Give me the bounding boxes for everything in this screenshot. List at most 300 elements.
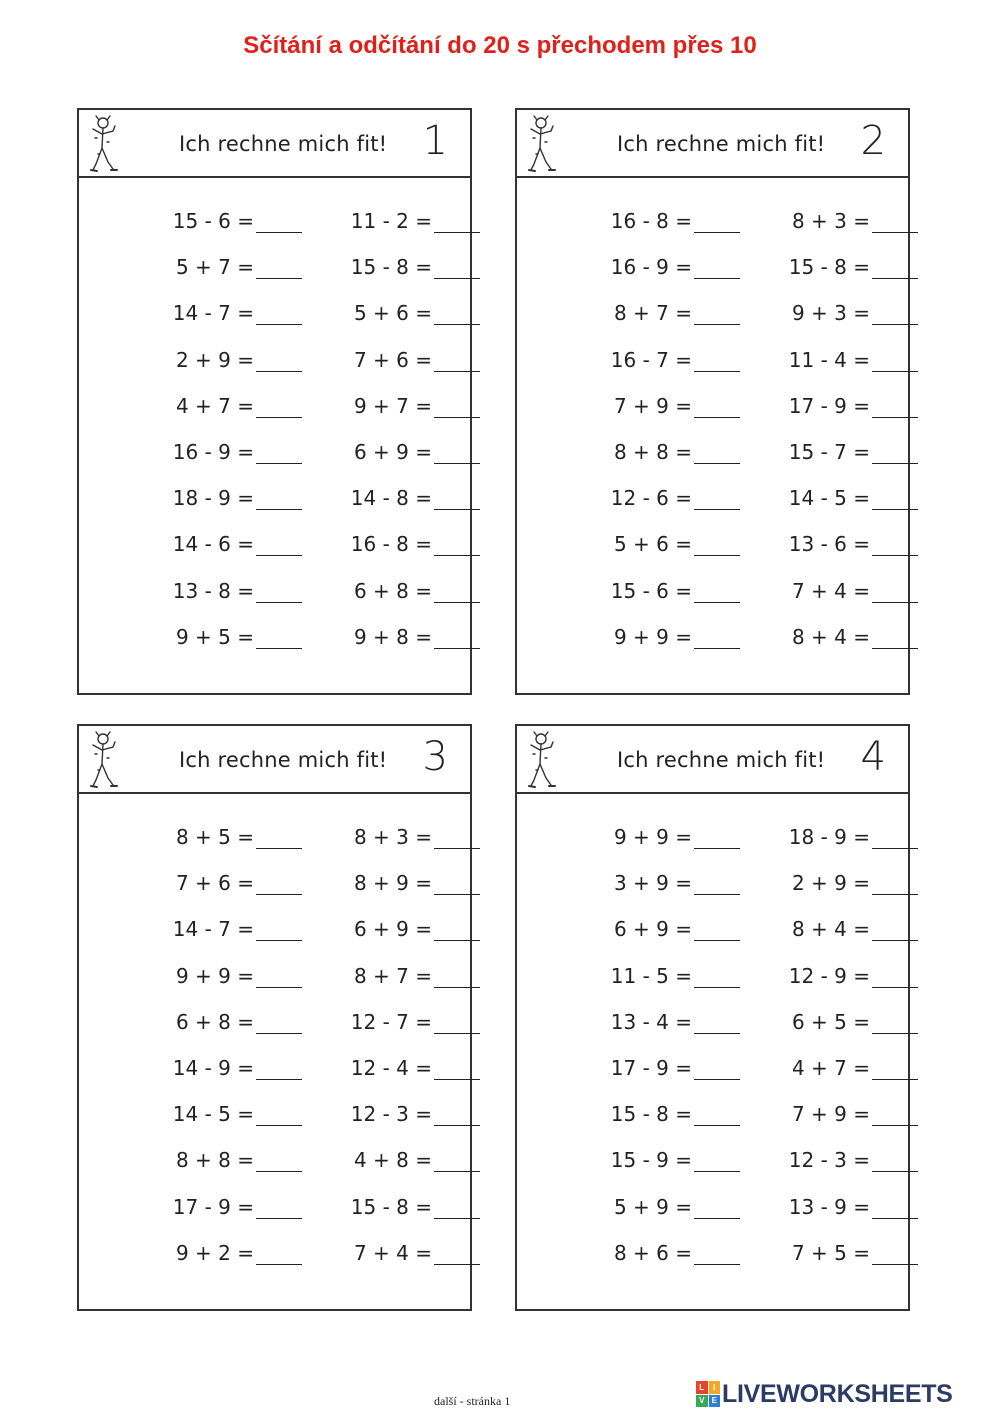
- problem-cell: [566, 345, 740, 375]
- equation-text: 15 - 7 =: [788, 440, 870, 464]
- equation-text: 15 - 9 =: [610, 1148, 692, 1173]
- problem-row: [79, 822, 470, 852]
- answer-input[interactable]: [256, 965, 302, 988]
- problem-cell: [744, 914, 918, 944]
- problem-cell: [566, 437, 740, 467]
- problem-cell: [306, 206, 480, 236]
- equation-text: 2 + 9 =: [175, 347, 254, 372]
- problem-row: [517, 822, 908, 852]
- equation-text: 5 + 7 =: [175, 255, 254, 280]
- answer-input[interactable]: [434, 487, 480, 510]
- card-number: 1: [422, 118, 448, 164]
- answer-input[interactable]: [256, 580, 302, 603]
- equation-text: 11 - 2 =: [350, 209, 432, 233]
- problem-row: [517, 529, 908, 559]
- equation-text: 16 - 9 =: [610, 255, 692, 280]
- answer-input[interactable]: [872, 1196, 918, 1219]
- mascot-figure-icon: [87, 114, 121, 174]
- answer-input[interactable]: [434, 626, 480, 649]
- problem-cell: [566, 206, 740, 236]
- equation-text: 5 + 6 =: [613, 532, 692, 557]
- problem-cell: [306, 298, 480, 328]
- problem-cell: [744, 622, 918, 652]
- answer-input[interactable]: [694, 1242, 740, 1265]
- answer-input[interactable]: [872, 872, 918, 895]
- equation-text: 9 + 5 =: [175, 624, 254, 649]
- problem-row: [517, 576, 908, 606]
- equation-text: 14 - 8 =: [350, 486, 432, 511]
- equation-text: 14 - 5 =: [172, 1102, 254, 1127]
- card-header: [517, 726, 908, 794]
- answer-input[interactable]: [694, 872, 740, 895]
- problem-row: [517, 252, 908, 282]
- problem-cell: [566, 1145, 740, 1175]
- answer-input[interactable]: [694, 1011, 740, 1034]
- equation-text: 16 - 9 =: [172, 440, 254, 464]
- answer-input[interactable]: [434, 533, 480, 556]
- problem-cell: [306, 1053, 480, 1083]
- page-title: Sčítání a odčítání do 20 s přechodem přes 10: [243, 32, 757, 59]
- answer-input[interactable]: [434, 1011, 480, 1034]
- problem-cell: [128, 961, 302, 991]
- answer-input[interactable]: [434, 1103, 480, 1126]
- problem-row: [517, 868, 908, 898]
- problem-cell: [744, 1238, 918, 1268]
- answer-input[interactable]: [872, 826, 918, 849]
- logo-letter: L: [696, 1381, 708, 1394]
- card-header: [79, 726, 470, 794]
- answer-input[interactable]: [872, 1242, 918, 1265]
- problem-cell: [566, 1238, 740, 1268]
- equation-text: 17 - 9 =: [610, 1056, 692, 1080]
- problem-row: [79, 914, 470, 944]
- equation-text: 7 + 6 =: [353, 347, 432, 372]
- problem-cell: [744, 252, 918, 282]
- logo-letter: E: [709, 1395, 721, 1408]
- problem-cell: [306, 914, 480, 944]
- problem-row: [79, 576, 470, 606]
- equation-text: 5 + 6 =: [353, 301, 432, 326]
- problem-cell: [306, 961, 480, 991]
- problem-cell: [128, 206, 302, 236]
- equation-text: 18 - 9 =: [788, 825, 870, 849]
- answer-input[interactable]: [256, 1103, 302, 1126]
- worksheet-card: [515, 108, 910, 695]
- problem-row: [79, 483, 470, 513]
- equation-text: 6 + 8 =: [175, 1009, 254, 1034]
- mascot-figure-icon: [525, 730, 559, 790]
- problem-row: [517, 961, 908, 991]
- answer-input[interactable]: [694, 395, 740, 418]
- problem-cell: [306, 822, 480, 852]
- mascot-figure-icon: [525, 114, 559, 174]
- answer-input[interactable]: [434, 441, 480, 464]
- answer-input[interactable]: [256, 441, 302, 464]
- equation-text: 8 + 6 =: [613, 1240, 692, 1265]
- problem-cell: [306, 868, 480, 898]
- answer-input[interactable]: [256, 487, 302, 510]
- problem-cell: [744, 345, 918, 375]
- problem-row: [517, 1192, 908, 1222]
- equation-text: 6 + 9 =: [353, 440, 432, 464]
- answer-input[interactable]: [434, 210, 480, 233]
- problem-cell: [128, 1053, 302, 1083]
- card-number: 2: [860, 118, 886, 164]
- card-number: 3: [422, 734, 448, 780]
- equation-text: 6 + 9 =: [353, 917, 432, 942]
- answer-input[interactable]: [694, 349, 740, 372]
- problem-cell: [306, 437, 480, 467]
- equation-text: 7 + 5 =: [791, 1240, 870, 1265]
- answer-input[interactable]: [694, 1149, 740, 1172]
- problem-cell: [128, 483, 302, 513]
- problem-cell: [128, 391, 302, 421]
- equation-text: 7 + 4 =: [353, 1240, 432, 1265]
- problem-cell: [566, 1053, 740, 1083]
- problem-cell: [128, 1099, 302, 1129]
- problem-cell: [306, 391, 480, 421]
- worksheet-card: [77, 108, 472, 695]
- equation-text: 3 + 9 =: [613, 871, 692, 896]
- answer-input[interactable]: [256, 826, 302, 849]
- answer-input[interactable]: [872, 349, 918, 372]
- problem-cell: [744, 576, 918, 606]
- answer-input[interactable]: [872, 1103, 918, 1126]
- answer-input[interactable]: [872, 580, 918, 603]
- equation-text: 9 + 2 =: [175, 1240, 254, 1265]
- equation-text: 15 - 8 =: [610, 1102, 692, 1127]
- answer-input[interactable]: [872, 918, 918, 941]
- problem-cell: [744, 1053, 918, 1083]
- equation-text: 9 + 9 =: [613, 624, 692, 649]
- equation-text: 14 - 9 =: [172, 1056, 254, 1080]
- equation-text: 12 - 3 =: [788, 1148, 870, 1173]
- problem-cell: [744, 1007, 918, 1037]
- answer-input[interactable]: [434, 580, 480, 603]
- problem-cell: [128, 868, 302, 898]
- problem-cell: [744, 529, 918, 559]
- answer-input[interactable]: [872, 256, 918, 279]
- equation-text: 4 + 7 =: [175, 393, 254, 418]
- equation-text: 6 + 9 =: [613, 917, 692, 942]
- answer-input[interactable]: [256, 1011, 302, 1034]
- equation-text: 18 - 9 =: [172, 486, 254, 511]
- problem-cell: [128, 1238, 302, 1268]
- answer-input[interactable]: [434, 1057, 480, 1080]
- problem-row: [79, 345, 470, 375]
- answer-input[interactable]: [694, 210, 740, 233]
- problem-cell: [566, 622, 740, 652]
- problem-row: [79, 1145, 470, 1175]
- answer-input[interactable]: [872, 441, 918, 464]
- equation-text: 13 - 8 =: [172, 578, 254, 603]
- answer-input[interactable]: [694, 256, 740, 279]
- problem-cell: [566, 1007, 740, 1037]
- problem-cell: [306, 622, 480, 652]
- equation-text: 14 - 7 =: [172, 917, 254, 942]
- problem-row: [79, 298, 470, 328]
- problem-row: [79, 1192, 470, 1222]
- answer-input[interactable]: [256, 1149, 302, 1172]
- answer-input[interactable]: [434, 302, 480, 325]
- answer-input[interactable]: [694, 533, 740, 556]
- problem-row: [79, 868, 470, 898]
- answer-input[interactable]: [694, 487, 740, 510]
- equation-text: 8 + 8 =: [613, 440, 692, 464]
- problem-cell: [128, 252, 302, 282]
- equation-text: 9 + 8 =: [353, 624, 432, 649]
- card-title: Ich rechne mich fit!: [617, 748, 826, 772]
- problem-row: [79, 206, 470, 236]
- answer-input[interactable]: [256, 302, 302, 325]
- problem-cell: [128, 529, 302, 559]
- answer-input[interactable]: [694, 580, 740, 603]
- problem-cell: [566, 961, 740, 991]
- problem-cell: [744, 1192, 918, 1222]
- problem-row: [79, 1238, 470, 1268]
- equation-text: 11 - 4 =: [788, 347, 870, 372]
- problem-row: [79, 391, 470, 421]
- problem-cell: [306, 1192, 480, 1222]
- answer-input[interactable]: [694, 441, 740, 464]
- problem-cell: [744, 868, 918, 898]
- problem-cell: [128, 298, 302, 328]
- card-title: Ich rechne mich fit!: [179, 132, 388, 156]
- answer-input[interactable]: [872, 1057, 918, 1080]
- equation-text: 7 + 9 =: [613, 393, 692, 418]
- answer-input[interactable]: [872, 533, 918, 556]
- equation-text: 8 + 8 =: [175, 1148, 254, 1173]
- answer-input[interactable]: [256, 1242, 302, 1265]
- answer-input[interactable]: [694, 918, 740, 941]
- answer-input[interactable]: [694, 1103, 740, 1126]
- answer-input[interactable]: [434, 965, 480, 988]
- equation-text: 15 - 8 =: [350, 255, 432, 280]
- answer-input[interactable]: [872, 965, 918, 988]
- problem-cell: [744, 1145, 918, 1175]
- problem-cell: [566, 1192, 740, 1222]
- card-title: Ich rechne mich fit!: [617, 132, 826, 156]
- card-title: Ich rechne mich fit!: [179, 748, 388, 772]
- equation-text: 9 + 9 =: [613, 825, 692, 849]
- equation-text: 14 - 6 =: [172, 532, 254, 557]
- equation-text: 12 - 6 =: [610, 486, 692, 511]
- equation-text: 15 - 8 =: [350, 1194, 432, 1219]
- problem-cell: [128, 822, 302, 852]
- problem-row: [517, 391, 908, 421]
- answer-input[interactable]: [256, 256, 302, 279]
- problem-cell: [744, 437, 918, 467]
- equation-text: 6 + 8 =: [353, 578, 432, 603]
- answer-input[interactable]: [872, 395, 918, 418]
- equation-text: 8 + 3 =: [791, 209, 870, 233]
- problem-cell: [566, 914, 740, 944]
- equation-text: 13 - 6 =: [788, 532, 870, 557]
- equation-text: 17 - 9 =: [788, 393, 870, 418]
- answer-input[interactable]: [434, 1196, 480, 1219]
- problem-cell: [128, 437, 302, 467]
- problem-cell: [744, 1099, 918, 1129]
- problem-row: [517, 206, 908, 236]
- answer-input[interactable]: [434, 395, 480, 418]
- answer-input[interactable]: [694, 1057, 740, 1080]
- equation-text: 7 + 6 =: [175, 871, 254, 896]
- answer-input[interactable]: [256, 1196, 302, 1219]
- answer-input[interactable]: [694, 826, 740, 849]
- equation-text: 15 - 6 =: [610, 578, 692, 603]
- equation-text: 7 + 9 =: [791, 1102, 870, 1127]
- answer-input[interactable]: [694, 1196, 740, 1219]
- answer-input[interactable]: [434, 1149, 480, 1172]
- answer-input[interactable]: [694, 626, 740, 649]
- answer-input[interactable]: [872, 1011, 918, 1034]
- problem-cell: [128, 345, 302, 375]
- equation-text: 9 + 9 =: [175, 963, 254, 988]
- mascot-figure-icon: [87, 730, 121, 790]
- problem-cell: [128, 1192, 302, 1222]
- equation-text: 8 + 4 =: [791, 917, 870, 942]
- equation-text: 8 + 5 =: [175, 825, 254, 849]
- answer-input[interactable]: [872, 487, 918, 510]
- liveworksheets-logo-icon: [696, 1381, 720, 1407]
- problem-cell: [306, 483, 480, 513]
- problem-cell: [306, 529, 480, 559]
- problem-cell: [566, 1099, 740, 1129]
- logo-letter: V: [696, 1395, 708, 1408]
- equation-text: 15 - 8 =: [788, 255, 870, 280]
- equation-text: 4 + 8 =: [353, 1148, 432, 1173]
- problem-cell: [566, 252, 740, 282]
- equation-text: 15 - 6 =: [172, 209, 254, 233]
- equation-text: 16 - 7 =: [610, 347, 692, 372]
- answer-input[interactable]: [872, 302, 918, 325]
- problem-cell: [566, 391, 740, 421]
- worksheet-card: [77, 724, 472, 1311]
- problem-cell: [128, 1007, 302, 1037]
- answer-input[interactable]: [694, 965, 740, 988]
- equation-text: 9 + 7 =: [353, 393, 432, 418]
- equation-text: 12 - 4 =: [350, 1056, 432, 1080]
- problem-cell: [306, 1145, 480, 1175]
- equation-text: 13 - 4 =: [610, 1009, 692, 1034]
- problem-row: [79, 437, 470, 467]
- equation-text: 12 - 9 =: [788, 963, 870, 988]
- answer-input[interactable]: [256, 918, 302, 941]
- problem-row: [517, 1238, 908, 1268]
- answer-input[interactable]: [256, 626, 302, 649]
- answer-input[interactable]: [256, 1057, 302, 1080]
- equation-text: 11 - 5 =: [610, 963, 692, 988]
- answer-input[interactable]: [434, 256, 480, 279]
- equation-text: 6 + 5 =: [791, 1009, 870, 1034]
- problem-cell: [306, 345, 480, 375]
- problem-cell: [566, 822, 740, 852]
- equation-text: 16 - 8 =: [350, 532, 432, 557]
- equation-text: 9 + 3 =: [791, 301, 870, 326]
- problem-row: [79, 529, 470, 559]
- problem-row: [79, 961, 470, 991]
- problem-row: [517, 622, 908, 652]
- problem-row: [517, 1099, 908, 1129]
- problem-row: [517, 345, 908, 375]
- problem-cell: [128, 622, 302, 652]
- problem-cell: [128, 576, 302, 606]
- problem-row: [517, 1053, 908, 1083]
- answer-input[interactable]: [694, 302, 740, 325]
- problem-cell: [566, 868, 740, 898]
- card-header: [517, 110, 908, 178]
- problem-cell: [306, 252, 480, 282]
- answer-input[interactable]: [434, 826, 480, 849]
- problem-row: [79, 1053, 470, 1083]
- problem-row: [79, 1099, 470, 1129]
- answer-input[interactable]: [256, 349, 302, 372]
- problem-cell: [566, 529, 740, 559]
- problem-cell: [744, 206, 918, 236]
- equation-text: 5 + 9 =: [613, 1194, 692, 1219]
- problem-cell: [744, 391, 918, 421]
- problem-cell: [128, 914, 302, 944]
- equation-text: 17 - 9 =: [172, 1194, 254, 1219]
- problem-cell: [128, 1145, 302, 1175]
- equation-text: 8 + 4 =: [791, 624, 870, 649]
- equation-text: 14 - 5 =: [788, 486, 870, 511]
- equation-text: 2 + 9 =: [791, 871, 870, 896]
- problem-row: [517, 298, 908, 328]
- worksheet-card: [515, 724, 910, 1311]
- card-number: 4: [860, 734, 886, 780]
- equation-text: 12 - 3 =: [350, 1102, 432, 1127]
- problem-row: [517, 437, 908, 467]
- problem-cell: [566, 298, 740, 328]
- problem-row: [517, 1145, 908, 1175]
- answer-input[interactable]: [872, 626, 918, 649]
- problem-cell: [566, 576, 740, 606]
- equation-text: 12 - 7 =: [350, 1009, 432, 1034]
- equation-text: 8 + 7 =: [613, 301, 692, 326]
- answer-input[interactable]: [256, 395, 302, 418]
- problem-row: [517, 483, 908, 513]
- problem-cell: [744, 961, 918, 991]
- equation-text: 8 + 7 =: [353, 963, 432, 988]
- equation-text: 13 - 9 =: [788, 1194, 870, 1219]
- problem-cell: [744, 298, 918, 328]
- problem-cell: [744, 483, 918, 513]
- answer-input[interactable]: [434, 349, 480, 372]
- equation-text: 8 + 3 =: [353, 825, 432, 849]
- problem-cell: [566, 483, 740, 513]
- answer-input[interactable]: [872, 1149, 918, 1172]
- answer-input[interactable]: [434, 918, 480, 941]
- next-page-link[interactable]: další - stránka 1: [434, 1394, 511, 1408]
- answer-input[interactable]: [256, 210, 302, 233]
- problem-cell: [306, 1099, 480, 1129]
- equation-text: 14 - 7 =: [172, 301, 254, 326]
- problem-row: [79, 1007, 470, 1037]
- problem-cell: [744, 822, 918, 852]
- equation-text: 16 - 8 =: [610, 209, 692, 233]
- card-header: [79, 110, 470, 178]
- answer-input[interactable]: [872, 210, 918, 233]
- brand-name: LIVEWORKSHEETS: [722, 1380, 953, 1408]
- answer-input[interactable]: [256, 533, 302, 556]
- problem-cell: [306, 1007, 480, 1037]
- answer-input[interactable]: [256, 872, 302, 895]
- answer-input[interactable]: [434, 872, 480, 895]
- answer-input[interactable]: [434, 1242, 480, 1265]
- logo-letter: I: [709, 1381, 721, 1394]
- equation-text: 4 + 7 =: [791, 1056, 870, 1080]
